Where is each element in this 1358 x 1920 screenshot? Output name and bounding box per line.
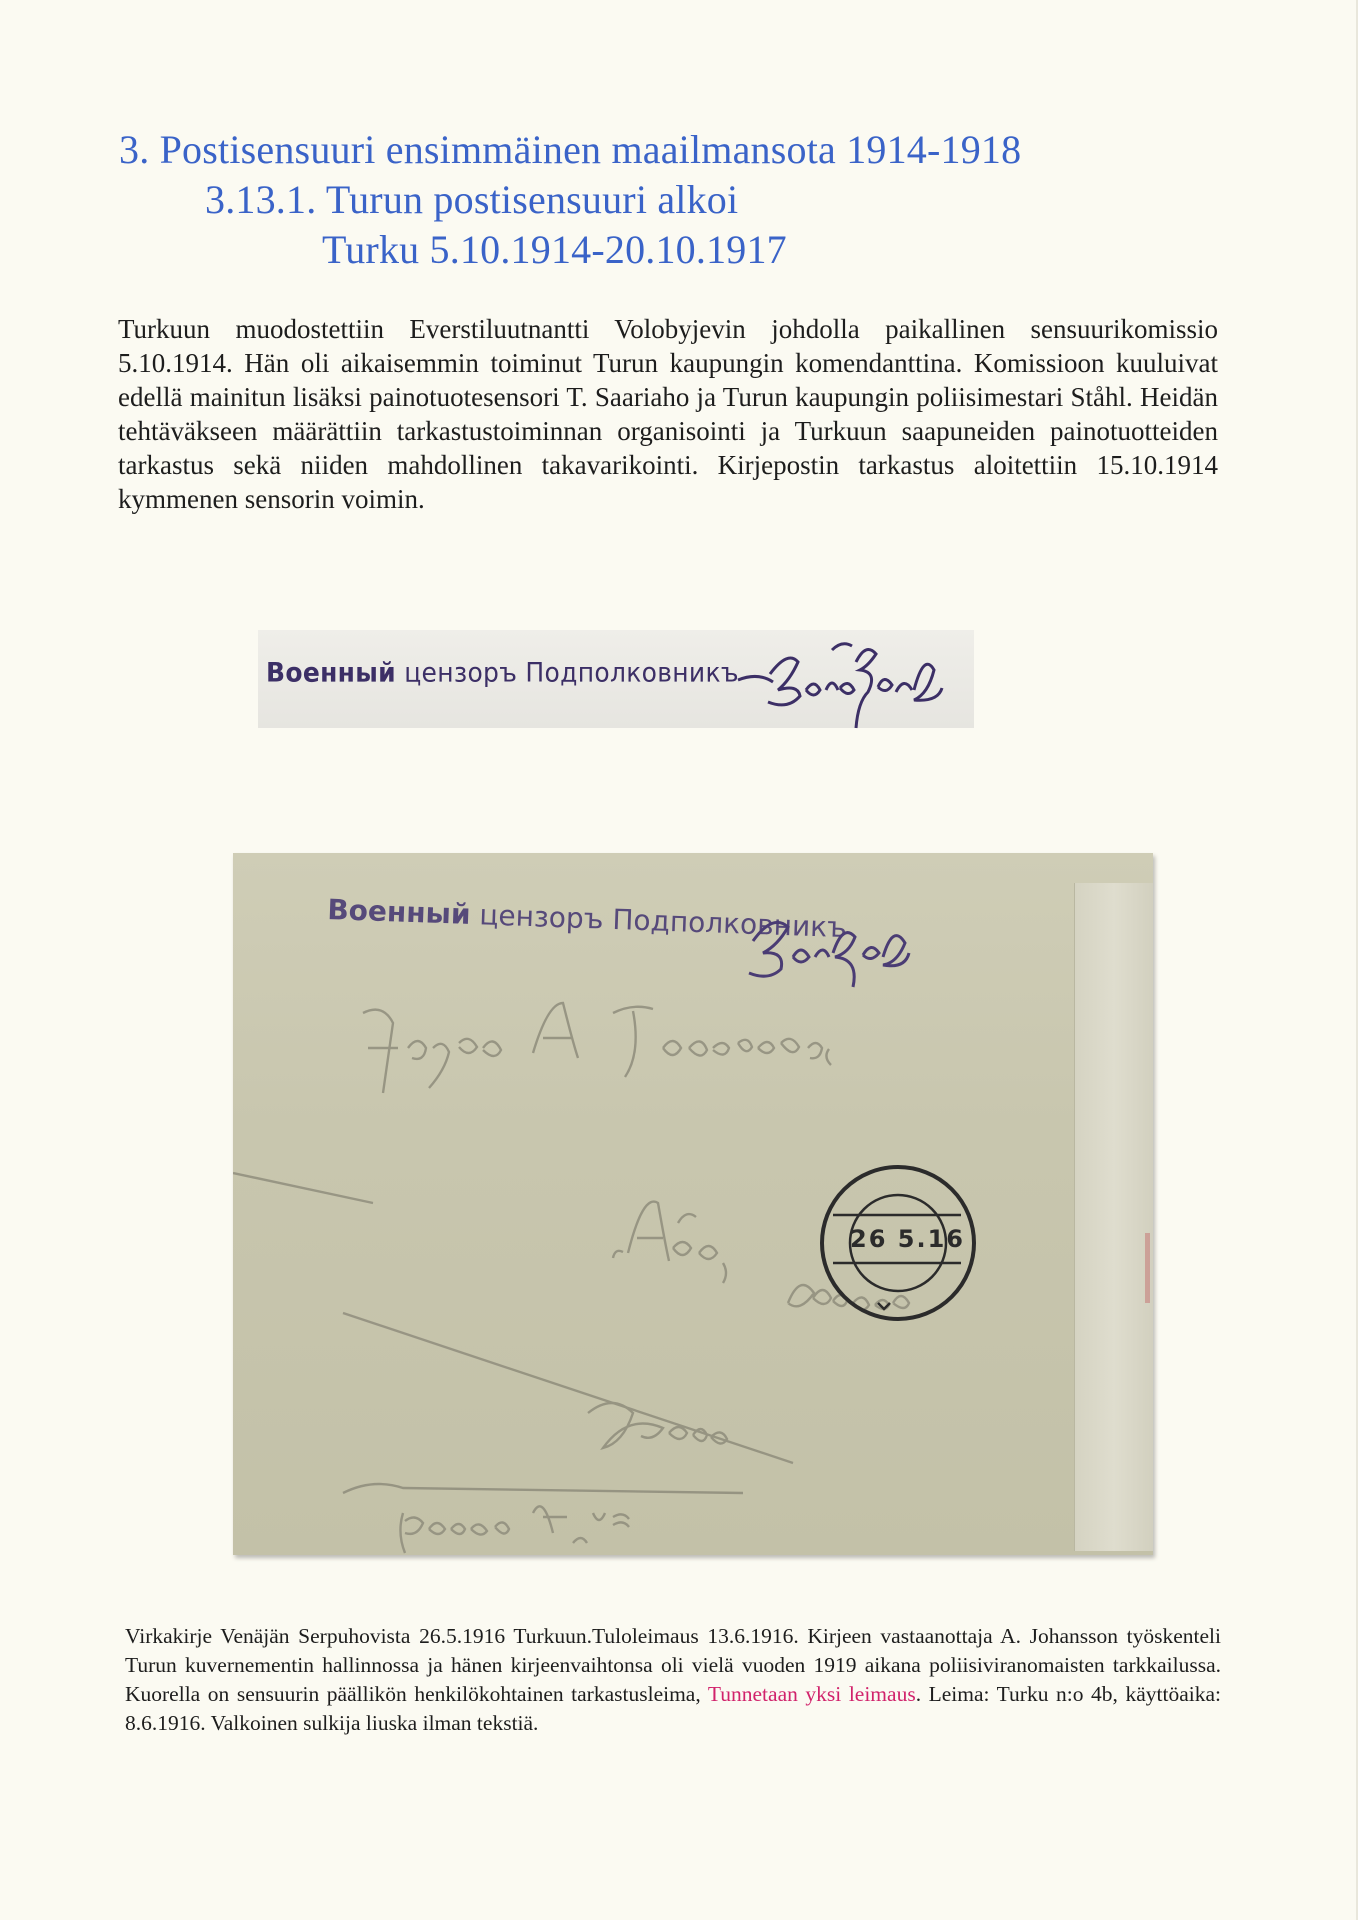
intro-paragraph: Turkuun muodostettiin Everstiluutnantti Volobyjevin johdolla paikallinen sensuurikomissio 5.10.1914. Hän oli aikaisemmin toiminut Turun kaupungin komendanttina. Komissioon kuuluivat edellä mainitun lisäksi painotuotesensori T. Saariaho ja Turun kaupungin poliisimestari Ståhl. Heidän tehtäväkseen määrättiin tarkastustoiminnan organisointi ja Turkuun saapuneiden painotuotteiden tarkastus sekä niiden mahdollinen takavarikointi. Kirjepostin tarkastus aloitettiin 15.10.1914 kymmenen sensorin voimin. <box>118 314 1218 514</box>
censored-envelope-image <box>233 853 1153 1555</box>
censor-stamp-detail-image <box>258 630 974 728</box>
caption-text-1: Virkakirje Venäjän Serpuhovista 26.5.1916 Turkuun.Tuloleimaus 13.6.1916. Kirjeen vastaanottaja A. Johansson työskenteli Turun kuvernementin hallinnossa ja hänen kirjeenvaihtonsa oli vielä vuoden 1919 aikana poliisiviranomaisten tarkkailussa. Kuorella on sensuurin päällikön henkilökohtainen tarkastusleima, <box>125 1624 1221 1706</box>
subsection-title: 3.13.1. Turun postisensuuri alkoi <box>205 177 739 222</box>
envelope-caption <box>125 1622 1221 1738</box>
subsection-dates: Turku 5.10.1914-20.10.1917 <box>322 227 787 272</box>
caption-highlight: Tunnetaan yksi leimaus <box>707 1682 916 1706</box>
signature-icon <box>728 632 968 732</box>
env-stamp-word-military: Военный <box>326 893 472 931</box>
envelope-handwriting-icon <box>233 853 1153 1555</box>
stamp-word-censor-colonel: цензоръ Подполковникъ <box>404 657 739 688</box>
censor-stamp-text <box>266 657 739 687</box>
env-stamp-word-censor-colonel: цензоръ Подполковникъ <box>478 898 848 945</box>
stamp-word-military: Военный <box>266 657 396 688</box>
postmark-date: 26 5.16 <box>850 1225 965 1253</box>
caption-text-2: . Leima: Turku n:o 4b, käyttöaika: 8.6.1916. Valkoinen sulkija liuska ilman tekstiä. <box>125 1682 1221 1735</box>
section-title: 3. Postisensuuri ensimmäinen maailmansota 1914-1918 <box>119 127 1022 172</box>
